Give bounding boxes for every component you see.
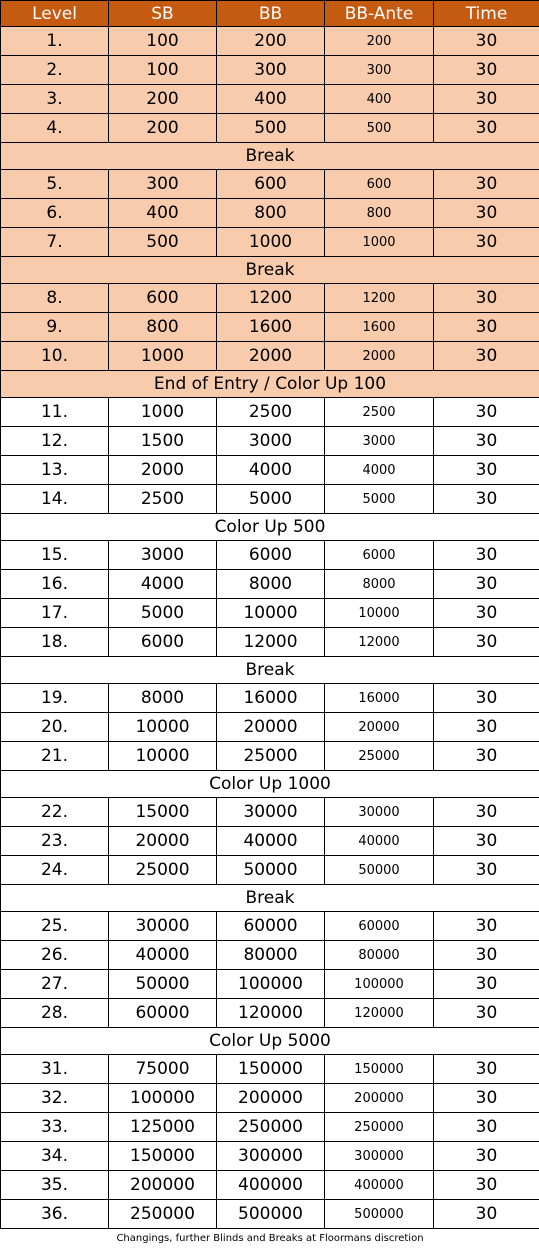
bb-cell: 600 bbox=[217, 170, 325, 199]
time-cell: 30 bbox=[434, 599, 539, 628]
time-cell: 30 bbox=[434, 1200, 539, 1229]
sb-cell: 200 bbox=[109, 85, 217, 114]
sb-cell: 600 bbox=[109, 284, 217, 313]
bb-cell: 16000 bbox=[217, 684, 325, 713]
table-row bbox=[1, 1113, 539, 1142]
sb-cell: 20000 bbox=[109, 827, 217, 856]
section-row bbox=[1, 514, 539, 541]
bb-cell: 500 bbox=[217, 114, 325, 143]
table-row bbox=[1, 427, 539, 456]
time-cell: 30 bbox=[434, 342, 539, 371]
time-cell: 30 bbox=[434, 398, 539, 427]
section-label: Break bbox=[1, 143, 539, 170]
table-row bbox=[1, 684, 539, 713]
level-cell: 35. bbox=[1, 1171, 109, 1200]
table-row bbox=[1, 628, 539, 657]
sb-cell: 100 bbox=[109, 27, 217, 56]
sb-cell: 200000 bbox=[109, 1171, 217, 1200]
bb-cell: 12000 bbox=[217, 628, 325, 657]
level-cell: 25. bbox=[1, 912, 109, 941]
table-row bbox=[1, 199, 539, 228]
level-cell: 11. bbox=[1, 398, 109, 427]
level-cell: 4. bbox=[1, 114, 109, 143]
bb-ante-cell: 500000 bbox=[325, 1200, 434, 1229]
bb-ante-cell: 800 bbox=[325, 199, 434, 228]
sb-cell: 75000 bbox=[109, 1055, 217, 1084]
section-label: Break bbox=[1, 657, 539, 684]
bb-cell: 120000 bbox=[217, 999, 325, 1028]
level-cell: 27. bbox=[1, 970, 109, 999]
table-row bbox=[1, 599, 539, 628]
level-cell: 24. bbox=[1, 856, 109, 885]
level-cell: 28. bbox=[1, 999, 109, 1028]
bb-cell: 2000 bbox=[217, 342, 325, 371]
time-cell: 30 bbox=[434, 228, 539, 257]
time-cell: 30 bbox=[434, 27, 539, 56]
level-cell: 17. bbox=[1, 599, 109, 628]
table-row bbox=[1, 114, 539, 143]
table-row bbox=[1, 228, 539, 257]
sb-cell: 500 bbox=[109, 228, 217, 257]
bb-cell: 25000 bbox=[217, 742, 325, 771]
bb-ante-cell: 12000 bbox=[325, 628, 434, 657]
bb-cell: 1000 bbox=[217, 228, 325, 257]
level-cell: 1. bbox=[1, 27, 109, 56]
bb-ante-cell: 4000 bbox=[325, 456, 434, 485]
bb-cell: 100000 bbox=[217, 970, 325, 999]
bb-ante-cell: 500 bbox=[325, 114, 434, 143]
table-row bbox=[1, 1200, 539, 1229]
bb-ante-cell: 2000 bbox=[325, 342, 434, 371]
bb-ante-cell: 150000 bbox=[325, 1055, 434, 1084]
table-row bbox=[1, 170, 539, 199]
bb-cell: 4000 bbox=[217, 456, 325, 485]
bb-cell: 5000 bbox=[217, 485, 325, 514]
time-cell: 30 bbox=[434, 1084, 539, 1113]
table-row bbox=[1, 342, 539, 371]
sb-cell: 4000 bbox=[109, 570, 217, 599]
time-cell: 30 bbox=[434, 1142, 539, 1171]
level-cell: 16. bbox=[1, 570, 109, 599]
section-row bbox=[1, 371, 539, 398]
time-cell: 30 bbox=[434, 284, 539, 313]
table-row bbox=[1, 1084, 539, 1113]
time-cell: 30 bbox=[434, 684, 539, 713]
table-row bbox=[1, 485, 539, 514]
time-cell: 30 bbox=[434, 1113, 539, 1142]
bb-ante-cell: 20000 bbox=[325, 713, 434, 742]
sb-cell: 25000 bbox=[109, 856, 217, 885]
level-cell: 18. bbox=[1, 628, 109, 657]
bb-ante-cell: 50000 bbox=[325, 856, 434, 885]
table-row bbox=[1, 999, 539, 1028]
sb-cell: 5000 bbox=[109, 599, 217, 628]
section-row bbox=[1, 885, 539, 912]
header-sb: SB bbox=[109, 1, 217, 27]
table-row bbox=[1, 970, 539, 999]
bb-cell: 30000 bbox=[217, 798, 325, 827]
table-row bbox=[1, 284, 539, 313]
bb-ante-cell: 8000 bbox=[325, 570, 434, 599]
header-bb: BB bbox=[217, 1, 325, 27]
time-cell: 30 bbox=[434, 941, 539, 970]
table-row bbox=[1, 85, 539, 114]
sb-cell: 50000 bbox=[109, 970, 217, 999]
bb-cell: 150000 bbox=[217, 1055, 325, 1084]
table-row bbox=[1, 827, 539, 856]
level-cell: 8. bbox=[1, 284, 109, 313]
level-cell: 21. bbox=[1, 742, 109, 771]
level-cell: 31. bbox=[1, 1055, 109, 1084]
footer-row bbox=[1, 1229, 539, 1249]
table-row bbox=[1, 798, 539, 827]
time-cell: 30 bbox=[434, 628, 539, 657]
bb-ante-cell: 1200 bbox=[325, 284, 434, 313]
time-cell: 30 bbox=[434, 456, 539, 485]
table-row bbox=[1, 456, 539, 485]
bb-ante-cell: 200000 bbox=[325, 1084, 434, 1113]
bb-cell: 200000 bbox=[217, 1084, 325, 1113]
time-cell: 30 bbox=[434, 970, 539, 999]
bb-cell: 1200 bbox=[217, 284, 325, 313]
time-cell: 30 bbox=[434, 485, 539, 514]
level-cell: 9. bbox=[1, 313, 109, 342]
bb-ante-cell: 10000 bbox=[325, 599, 434, 628]
bb-cell: 50000 bbox=[217, 856, 325, 885]
time-cell: 30 bbox=[434, 742, 539, 771]
sb-cell: 800 bbox=[109, 313, 217, 342]
level-cell: 19. bbox=[1, 684, 109, 713]
bb-cell: 20000 bbox=[217, 713, 325, 742]
section-row bbox=[1, 257, 539, 284]
level-cell: 6. bbox=[1, 199, 109, 228]
bb-cell: 250000 bbox=[217, 1113, 325, 1142]
sb-cell: 30000 bbox=[109, 912, 217, 941]
time-cell: 30 bbox=[434, 713, 539, 742]
time-cell: 30 bbox=[434, 199, 539, 228]
bb-cell: 40000 bbox=[217, 827, 325, 856]
section-row bbox=[1, 657, 539, 684]
bb-ante-cell: 5000 bbox=[325, 485, 434, 514]
sb-cell: 150000 bbox=[109, 1142, 217, 1171]
bb-ante-cell: 25000 bbox=[325, 742, 434, 771]
bb-ante-cell: 2500 bbox=[325, 398, 434, 427]
header-bb-ante: BB-Ante bbox=[325, 1, 434, 27]
table-row bbox=[1, 570, 539, 599]
bb-cell: 2500 bbox=[217, 398, 325, 427]
bb-ante-cell: 400 bbox=[325, 85, 434, 114]
level-cell: 32. bbox=[1, 1084, 109, 1113]
bb-ante-cell: 3000 bbox=[325, 427, 434, 456]
bb-cell: 400000 bbox=[217, 1171, 325, 1200]
time-cell: 30 bbox=[434, 56, 539, 85]
section-row bbox=[1, 771, 539, 798]
level-cell: 12. bbox=[1, 427, 109, 456]
table-row bbox=[1, 941, 539, 970]
bb-cell: 500000 bbox=[217, 1200, 325, 1229]
time-cell: 30 bbox=[434, 999, 539, 1028]
bb-cell: 10000 bbox=[217, 599, 325, 628]
table-row bbox=[1, 912, 539, 941]
bb-ante-cell: 30000 bbox=[325, 798, 434, 827]
table-row bbox=[1, 1142, 539, 1171]
header-time: Time bbox=[434, 1, 539, 27]
bb-ante-cell: 1000 bbox=[325, 228, 434, 257]
bb-cell: 6000 bbox=[217, 541, 325, 570]
sb-cell: 2500 bbox=[109, 485, 217, 514]
sb-cell: 250000 bbox=[109, 1200, 217, 1229]
sb-cell: 200 bbox=[109, 114, 217, 143]
sb-cell: 8000 bbox=[109, 684, 217, 713]
bb-ante-cell: 120000 bbox=[325, 999, 434, 1028]
sb-cell: 100000 bbox=[109, 1084, 217, 1113]
time-cell: 30 bbox=[434, 170, 539, 199]
level-cell: 34. bbox=[1, 1142, 109, 1171]
level-cell: 22. bbox=[1, 798, 109, 827]
bb-ante-cell: 300 bbox=[325, 56, 434, 85]
table-row bbox=[1, 313, 539, 342]
sb-cell: 6000 bbox=[109, 628, 217, 657]
level-cell: 5. bbox=[1, 170, 109, 199]
bb-cell: 8000 bbox=[217, 570, 325, 599]
sb-cell: 2000 bbox=[109, 456, 217, 485]
bb-ante-cell: 16000 bbox=[325, 684, 434, 713]
bb-cell: 3000 bbox=[217, 427, 325, 456]
level-cell: 23. bbox=[1, 827, 109, 856]
sb-cell: 10000 bbox=[109, 713, 217, 742]
bb-cell: 200 bbox=[217, 27, 325, 56]
table-row bbox=[1, 713, 539, 742]
section-row bbox=[1, 143, 539, 170]
section-label: Color Up 1000 bbox=[1, 771, 539, 798]
sb-cell: 10000 bbox=[109, 742, 217, 771]
section-label: Color Up 5000 bbox=[1, 1028, 539, 1055]
section-row bbox=[1, 1028, 539, 1055]
bb-cell: 800 bbox=[217, 199, 325, 228]
time-cell: 30 bbox=[434, 313, 539, 342]
time-cell: 30 bbox=[434, 85, 539, 114]
table-row bbox=[1, 742, 539, 771]
sb-cell: 60000 bbox=[109, 999, 217, 1028]
bb-cell: 400 bbox=[217, 85, 325, 114]
table-body bbox=[1, 27, 539, 1229]
bb-ante-cell: 300000 bbox=[325, 1142, 434, 1171]
time-cell: 30 bbox=[434, 427, 539, 456]
bb-cell: 300000 bbox=[217, 1142, 325, 1171]
bb-cell: 80000 bbox=[217, 941, 325, 970]
bb-ante-cell: 40000 bbox=[325, 827, 434, 856]
level-cell: 13. bbox=[1, 456, 109, 485]
level-cell: 33. bbox=[1, 1113, 109, 1142]
level-cell: 15. bbox=[1, 541, 109, 570]
section-label: End of Entry / Color Up 100 bbox=[1, 371, 539, 398]
sb-cell: 3000 bbox=[109, 541, 217, 570]
bb-ante-cell: 60000 bbox=[325, 912, 434, 941]
bb-cell: 1600 bbox=[217, 313, 325, 342]
bb-ante-cell: 100000 bbox=[325, 970, 434, 999]
time-cell: 30 bbox=[434, 1171, 539, 1200]
table-row bbox=[1, 856, 539, 885]
level-cell: 26. bbox=[1, 941, 109, 970]
time-cell: 30 bbox=[434, 912, 539, 941]
sb-cell: 15000 bbox=[109, 798, 217, 827]
bb-ante-cell: 250000 bbox=[325, 1113, 434, 1142]
table-row bbox=[1, 541, 539, 570]
bb-ante-cell: 80000 bbox=[325, 941, 434, 970]
bb-cell: 60000 bbox=[217, 912, 325, 941]
table-row bbox=[1, 56, 539, 85]
sb-cell: 300 bbox=[109, 170, 217, 199]
level-cell: 7. bbox=[1, 228, 109, 257]
header-level: Level bbox=[1, 1, 109, 27]
footer-note: Changings, further Blinds and Breaks at Floormans discretion bbox=[1, 1229, 539, 1249]
table-row bbox=[1, 27, 539, 56]
time-cell: 30 bbox=[434, 1055, 539, 1084]
bb-ante-cell: 6000 bbox=[325, 541, 434, 570]
section-label: Break bbox=[1, 257, 539, 284]
section-label: Break bbox=[1, 885, 539, 912]
header-row bbox=[1, 1, 539, 27]
table-row bbox=[1, 1171, 539, 1200]
level-cell: 36. bbox=[1, 1200, 109, 1229]
bb-ante-cell: 1600 bbox=[325, 313, 434, 342]
time-cell: 30 bbox=[434, 856, 539, 885]
table-row bbox=[1, 398, 539, 427]
sb-cell: 100 bbox=[109, 56, 217, 85]
bb-cell: 300 bbox=[217, 56, 325, 85]
sb-cell: 40000 bbox=[109, 941, 217, 970]
section-label: Color Up 500 bbox=[1, 514, 539, 541]
level-cell: 2. bbox=[1, 56, 109, 85]
time-cell: 30 bbox=[434, 827, 539, 856]
level-cell: 3. bbox=[1, 85, 109, 114]
bb-ante-cell: 200 bbox=[325, 27, 434, 56]
level-cell: 14. bbox=[1, 485, 109, 514]
time-cell: 30 bbox=[434, 541, 539, 570]
bb-ante-cell: 600 bbox=[325, 170, 434, 199]
time-cell: 30 bbox=[434, 798, 539, 827]
level-cell: 10. bbox=[1, 342, 109, 371]
time-cell: 30 bbox=[434, 570, 539, 599]
sb-cell: 400 bbox=[109, 199, 217, 228]
sb-cell: 125000 bbox=[109, 1113, 217, 1142]
sb-cell: 1000 bbox=[109, 398, 217, 427]
sb-cell: 1000 bbox=[109, 342, 217, 371]
bb-ante-cell: 400000 bbox=[325, 1171, 434, 1200]
table-row bbox=[1, 1055, 539, 1084]
level-cell: 20. bbox=[1, 713, 109, 742]
time-cell: 30 bbox=[434, 114, 539, 143]
sb-cell: 1500 bbox=[109, 427, 217, 456]
